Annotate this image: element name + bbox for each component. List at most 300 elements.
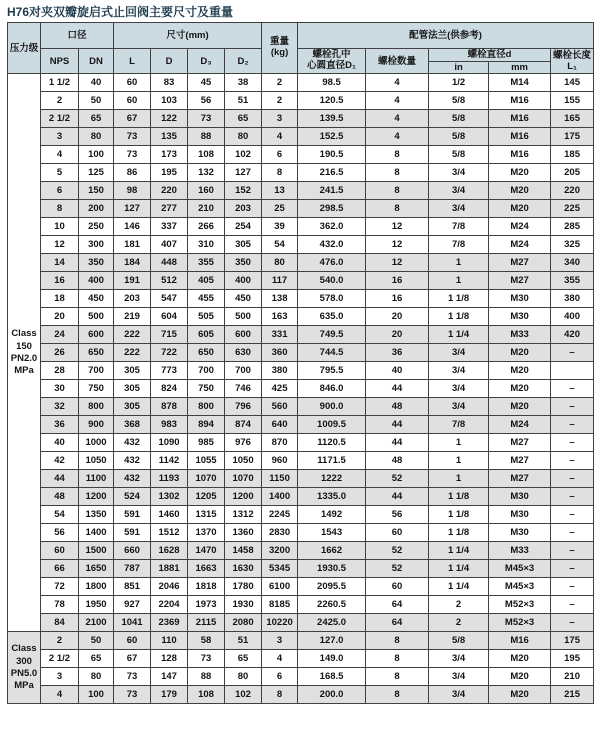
- table-cell: 3/4: [429, 200, 489, 218]
- table-cell: 163: [262, 308, 298, 326]
- table-cell: 165: [551, 110, 594, 128]
- table-cell: 2 1/2: [41, 650, 79, 668]
- table-cell: 102: [225, 686, 262, 704]
- table-cell: 1000: [79, 434, 114, 452]
- table-cell: 750: [188, 380, 225, 398]
- table-cell: 650: [79, 344, 114, 362]
- table-cell: 874: [225, 416, 262, 434]
- table-cell: 18: [41, 290, 79, 308]
- table-cell: 5: [41, 164, 79, 182]
- table-cell: M45×3: [489, 560, 551, 578]
- table-cell: 139.5: [298, 110, 366, 128]
- table-cell: 60: [366, 578, 429, 596]
- table-row: [8, 470, 594, 488]
- table-cell: 155: [551, 92, 594, 110]
- table-cell: 50: [79, 92, 114, 110]
- table-row: [8, 434, 594, 452]
- header-d1-line1: 螺栓孔中: [312, 49, 351, 61]
- table-cell: 960: [262, 452, 298, 470]
- table-cell: 127.0: [298, 632, 366, 650]
- table-cell: 432: [114, 434, 151, 452]
- table-cell: 190.5: [298, 146, 366, 164]
- table-cell: 787: [114, 560, 151, 578]
- table-cell: 8: [41, 200, 79, 218]
- table-cell: 368: [114, 416, 151, 434]
- table-cell: 635.0: [298, 308, 366, 326]
- table-cell: 2: [41, 92, 79, 110]
- table-cell: 60: [41, 542, 79, 560]
- table-cell: 1/2: [429, 74, 489, 92]
- table-cell: 1 1/8: [429, 524, 489, 542]
- table-cell: 1: [429, 470, 489, 488]
- table-cell: M20: [489, 668, 551, 686]
- header-unit-mm: mm: [489, 62, 551, 74]
- table-cell: 1350: [79, 506, 114, 524]
- table-cell: 48: [41, 488, 79, 506]
- table-cell: 1543: [298, 524, 366, 542]
- table-cell: 1090: [151, 434, 188, 452]
- table-row: [8, 254, 594, 272]
- table-cell: 4: [41, 686, 79, 704]
- table-cell: 750: [79, 380, 114, 398]
- table-cell: 4: [366, 74, 429, 92]
- table-cell: 878: [151, 398, 188, 416]
- table-cell: [551, 362, 594, 380]
- table-cell: 4: [366, 92, 429, 110]
- table-cell: M14: [489, 74, 551, 92]
- table-cell: 350: [225, 254, 262, 272]
- table-cell: 54: [262, 236, 298, 254]
- table-row: [8, 578, 594, 596]
- table-cell: 3/4: [429, 362, 489, 380]
- table-cell: 12: [41, 236, 79, 254]
- table-cell: 1930.5: [298, 560, 366, 578]
- pressure-class-cell: Class 150 PN2.0 MPa: [8, 74, 41, 632]
- table-cell: 800: [79, 398, 114, 416]
- header-bolt-circle-d1: [298, 49, 366, 74]
- table-cell: 138: [262, 290, 298, 308]
- table-cell: 298.5: [298, 200, 366, 218]
- table-cell: 2: [429, 596, 489, 614]
- table-cell: 846.0: [298, 380, 366, 398]
- table-cell: 1973: [188, 596, 225, 614]
- table-cell: 195: [551, 650, 594, 668]
- table-cell: 3/4: [429, 380, 489, 398]
- table-cell: M20: [489, 650, 551, 668]
- header-unit-in: in: [429, 62, 489, 74]
- table-cell: 2080: [225, 614, 262, 632]
- table-cell: 200.0: [298, 686, 366, 704]
- table-cell: 20: [41, 308, 79, 326]
- table-cell: 80: [79, 668, 114, 686]
- table-cell: 650: [188, 344, 225, 362]
- table-cell: 60: [114, 92, 151, 110]
- table-cell: 985: [188, 434, 225, 452]
- table-cell: 7/8: [429, 218, 489, 236]
- table-cell: M52×3: [489, 596, 551, 614]
- table-row: [8, 200, 594, 218]
- table-cell: 360: [262, 344, 298, 362]
- table-cell: 2100: [79, 614, 114, 632]
- table-cell: 700: [188, 362, 225, 380]
- table-cell: 65: [79, 650, 114, 668]
- table-cell: 3/4: [429, 182, 489, 200]
- table-cell: 5345: [262, 560, 298, 578]
- table-cell: 56: [188, 92, 225, 110]
- table-cell: 380: [262, 362, 298, 380]
- table-cell: 7/8: [429, 236, 489, 254]
- table-cell: 80: [262, 254, 298, 272]
- table-row: [8, 614, 594, 632]
- table-cell: 3: [41, 668, 79, 686]
- table-cell: 16: [366, 272, 429, 290]
- table-cell: 746: [225, 380, 262, 398]
- table-cell: 203: [114, 290, 151, 308]
- table-cell: 175: [551, 632, 594, 650]
- header-bolt-length: 螺栓长度L₁: [551, 49, 594, 74]
- table-cell: 128: [151, 650, 188, 668]
- table-cell: 73: [114, 128, 151, 146]
- table-cell: M16: [489, 146, 551, 164]
- table-row: [8, 686, 594, 704]
- table-cell: 145: [551, 74, 594, 92]
- table-row: [8, 272, 594, 290]
- table-cell: 824: [151, 380, 188, 398]
- table-cell: 2425.0: [298, 614, 366, 632]
- table-cell: –: [551, 524, 594, 542]
- table-cell: 80: [79, 128, 114, 146]
- table-cell: 195: [151, 164, 188, 182]
- table-cell: 512: [151, 272, 188, 290]
- table-cell: 1400: [79, 524, 114, 542]
- table-cell: 1205: [188, 488, 225, 506]
- table-row: [8, 290, 594, 308]
- table-cell: –: [551, 488, 594, 506]
- table-cell: 20: [366, 326, 429, 344]
- table-cell: 1512: [151, 524, 188, 542]
- header-nps: NPS: [41, 49, 79, 74]
- table-cell: 5/8: [429, 632, 489, 650]
- table-cell: 266: [188, 218, 225, 236]
- table-cell: –: [551, 398, 594, 416]
- header-pressure-class: 压力级: [8, 23, 41, 74]
- table-cell: 4: [41, 146, 79, 164]
- table-cell: 1 1/8: [429, 506, 489, 524]
- table-cell: 103: [151, 92, 188, 110]
- table-cell: 10220: [262, 614, 298, 632]
- table-cell: 38: [225, 74, 262, 92]
- table-cell: 630: [225, 344, 262, 362]
- table-cell: 1: [429, 272, 489, 290]
- header-d1-line2: 心圆直径D₁: [307, 60, 356, 72]
- table-cell: M45×3: [489, 578, 551, 596]
- table-cell: 100: [79, 146, 114, 164]
- table-cell: 1818: [188, 578, 225, 596]
- table-cell: M16: [489, 110, 551, 128]
- table-header: [8, 23, 594, 74]
- table-cell: 1650: [79, 560, 114, 578]
- table-cell: 450: [225, 290, 262, 308]
- table-cell: 220: [551, 182, 594, 200]
- table-cell: 1193: [151, 470, 188, 488]
- table-cell: M27: [489, 272, 551, 290]
- table-cell: 36: [366, 344, 429, 362]
- table-cell: 72: [41, 578, 79, 596]
- table-cell: M20: [489, 362, 551, 380]
- table-row: [8, 110, 594, 128]
- table-cell: 65: [79, 110, 114, 128]
- table-cell: 147: [151, 668, 188, 686]
- table-cell: 505: [188, 308, 225, 326]
- table-cell: 14: [41, 254, 79, 272]
- table-cell: 8: [262, 164, 298, 182]
- table-cell: M30: [489, 488, 551, 506]
- table-row: [8, 452, 594, 470]
- table-cell: –: [551, 416, 594, 434]
- table-cell: 524: [114, 488, 151, 506]
- table-cell: 400: [225, 272, 262, 290]
- table-cell: 185: [551, 146, 594, 164]
- table-cell: 927: [114, 596, 151, 614]
- table-cell: 80: [225, 668, 262, 686]
- table-cell: 219: [114, 308, 151, 326]
- table-row: [8, 362, 594, 380]
- header-weight-line2: (kg): [270, 47, 289, 59]
- table-cell: 337: [151, 218, 188, 236]
- table-cell: 1662: [298, 542, 366, 560]
- table-row: [8, 236, 594, 254]
- table-cell: 179: [151, 686, 188, 704]
- table-cell: 40: [41, 434, 79, 452]
- table-cell: 67: [114, 650, 151, 668]
- table-cell: 254: [225, 218, 262, 236]
- table-cell: 2: [429, 614, 489, 632]
- table-cell: 1055: [188, 452, 225, 470]
- table-cell: 325: [551, 236, 594, 254]
- table-cell: M33: [489, 326, 551, 344]
- table-cell: 1370: [188, 524, 225, 542]
- table-row: [8, 524, 594, 542]
- table-cell: 3200: [262, 542, 298, 560]
- table-cell: 1800: [79, 578, 114, 596]
- table-cell: 102: [225, 146, 262, 164]
- table-cell: 305: [114, 362, 151, 380]
- table-cell: M16: [489, 92, 551, 110]
- table-cell: 30: [41, 380, 79, 398]
- table-cell: 8: [262, 686, 298, 704]
- table-cell: 900: [79, 416, 114, 434]
- table-cell: 1009.5: [298, 416, 366, 434]
- table-row: [8, 344, 594, 362]
- table-cell: 3: [41, 128, 79, 146]
- table-cell: –: [551, 506, 594, 524]
- table-cell: 700: [225, 362, 262, 380]
- table-cell: 149.0: [298, 650, 366, 668]
- table-cell: 56: [366, 506, 429, 524]
- table-cell: 432: [114, 452, 151, 470]
- table-cell: 591: [114, 506, 151, 524]
- table-cell: 44: [366, 488, 429, 506]
- table-cell: 52: [366, 560, 429, 578]
- table-cell: M30: [489, 290, 551, 308]
- table-cell: –: [551, 542, 594, 560]
- table-cell: 2: [262, 92, 298, 110]
- header-d: D: [151, 49, 188, 74]
- table-row: [8, 146, 594, 164]
- table-cell: 250: [79, 218, 114, 236]
- table-cell: 13: [262, 182, 298, 200]
- table-row: [8, 668, 594, 686]
- table-cell: 84: [41, 614, 79, 632]
- table-cell: 1050: [225, 452, 262, 470]
- table-row: [8, 560, 594, 578]
- table-cell: –: [551, 578, 594, 596]
- table-row: [8, 506, 594, 524]
- table-cell: 1881: [151, 560, 188, 578]
- table-cell: M27: [489, 434, 551, 452]
- table-cell: M30: [489, 506, 551, 524]
- table-cell: 8: [366, 632, 429, 650]
- table-cell: 340: [551, 254, 594, 272]
- table-cell: 78: [41, 596, 79, 614]
- table-cell: 1458: [225, 542, 262, 560]
- table-cell: 796: [225, 398, 262, 416]
- table-cell: 127: [114, 200, 151, 218]
- table-cell: 355: [188, 254, 225, 272]
- table-cell: 700: [79, 362, 114, 380]
- table-cell: 400: [551, 308, 594, 326]
- table-row: [8, 416, 594, 434]
- table-cell: 744.5: [298, 344, 366, 362]
- table-cell: 215: [551, 686, 594, 704]
- table-cell: 2: [41, 632, 79, 650]
- table-cell: M20: [489, 398, 551, 416]
- table-cell: 894: [188, 416, 225, 434]
- table-cell: –: [551, 434, 594, 452]
- table-cell: –: [551, 470, 594, 488]
- table-cell: 1 1/4: [429, 542, 489, 560]
- table-cell: M20: [489, 686, 551, 704]
- table-cell: 2204: [151, 596, 188, 614]
- table-cell: –: [551, 380, 594, 398]
- table-cell: 10: [41, 218, 79, 236]
- table-cell: 310: [188, 236, 225, 254]
- table-cell: 3/4: [429, 398, 489, 416]
- table-cell: 8: [366, 668, 429, 686]
- table-cell: 220: [151, 182, 188, 200]
- table-cell: 39: [262, 218, 298, 236]
- table-cell: 216.5: [298, 164, 366, 182]
- table-cell: 8: [366, 200, 429, 218]
- table-cell: 16: [41, 272, 79, 290]
- table-cell: 407: [151, 236, 188, 254]
- table-row: [8, 128, 594, 146]
- table-row: [8, 326, 594, 344]
- table-cell: 1630: [225, 560, 262, 578]
- table-cell: 8: [366, 686, 429, 704]
- table-cell: –: [551, 614, 594, 632]
- table-cell: 448: [151, 254, 188, 272]
- table-cell: 20: [366, 308, 429, 326]
- table-cell: 1100: [79, 470, 114, 488]
- table-cell: 2245: [262, 506, 298, 524]
- header-dimensions: 尺寸(mm): [114, 23, 262, 49]
- table-cell: 152: [225, 182, 262, 200]
- table-cell: 425: [262, 380, 298, 398]
- table-row: [8, 164, 594, 182]
- table-cell: 5/8: [429, 146, 489, 164]
- table-cell: 4: [262, 650, 298, 668]
- header-d2: D₂: [225, 49, 262, 74]
- table-cell: 135: [151, 128, 188, 146]
- table-cell: 547: [151, 290, 188, 308]
- table-cell: 605: [188, 326, 225, 344]
- table-cell: 65: [225, 650, 262, 668]
- header-flange: 配管法兰(供参考): [298, 23, 594, 49]
- table-cell: 5/8: [429, 92, 489, 110]
- table-cell: 350: [79, 254, 114, 272]
- table-cell: 500: [79, 308, 114, 326]
- table-cell: 3/4: [429, 344, 489, 362]
- table-cell: 560: [262, 398, 298, 416]
- table-cell: 1460: [151, 506, 188, 524]
- table-cell: 5/8: [429, 128, 489, 146]
- table-cell: 150: [79, 182, 114, 200]
- table-cell: 1200: [225, 488, 262, 506]
- table-cell: 1360: [225, 524, 262, 542]
- table-cell: 1: [429, 254, 489, 272]
- table-cell: 305: [225, 236, 262, 254]
- table-cell: 851: [114, 578, 151, 596]
- table-row: [8, 182, 594, 200]
- table-cell: 2 1/2: [41, 110, 79, 128]
- table-cell: M52×3: [489, 614, 551, 632]
- table-cell: 44: [366, 380, 429, 398]
- table-cell: 600: [79, 326, 114, 344]
- table-cell: 44: [366, 434, 429, 452]
- page-title: H76对夹双瓣旋启式止回阀主要尺寸及重量: [7, 5, 234, 19]
- table-cell: 800: [188, 398, 225, 416]
- table-cell: 8: [366, 146, 429, 164]
- table-cell: 1: [429, 452, 489, 470]
- table-cell: 3/4: [429, 668, 489, 686]
- table-cell: 152.5: [298, 128, 366, 146]
- table-cell: 210: [551, 668, 594, 686]
- table-cell: 976: [225, 434, 262, 452]
- table-cell: 640: [262, 416, 298, 434]
- table-cell: 1 1/8: [429, 488, 489, 506]
- table-cell: 432: [114, 470, 151, 488]
- table-cell: 83: [151, 74, 188, 92]
- table-cell: 44: [41, 470, 79, 488]
- table-cell: 86: [114, 164, 151, 182]
- table-cell: 66: [41, 560, 79, 578]
- table-cell: 54: [41, 506, 79, 524]
- table-cell: 405: [188, 272, 225, 290]
- table-cell: 1 1/8: [429, 308, 489, 326]
- table-cell: 6: [262, 146, 298, 164]
- table-cell: 52: [366, 542, 429, 560]
- table-cell: 1150: [262, 470, 298, 488]
- table-cell: 64: [366, 596, 429, 614]
- table-cell: 52: [366, 470, 429, 488]
- table-cell: 65: [225, 110, 262, 128]
- table-cell: 4: [366, 128, 429, 146]
- table-cell: 2830: [262, 524, 298, 542]
- table-cell: 205: [551, 164, 594, 182]
- table-cell: 2369: [151, 614, 188, 632]
- table-cell: 476.0: [298, 254, 366, 272]
